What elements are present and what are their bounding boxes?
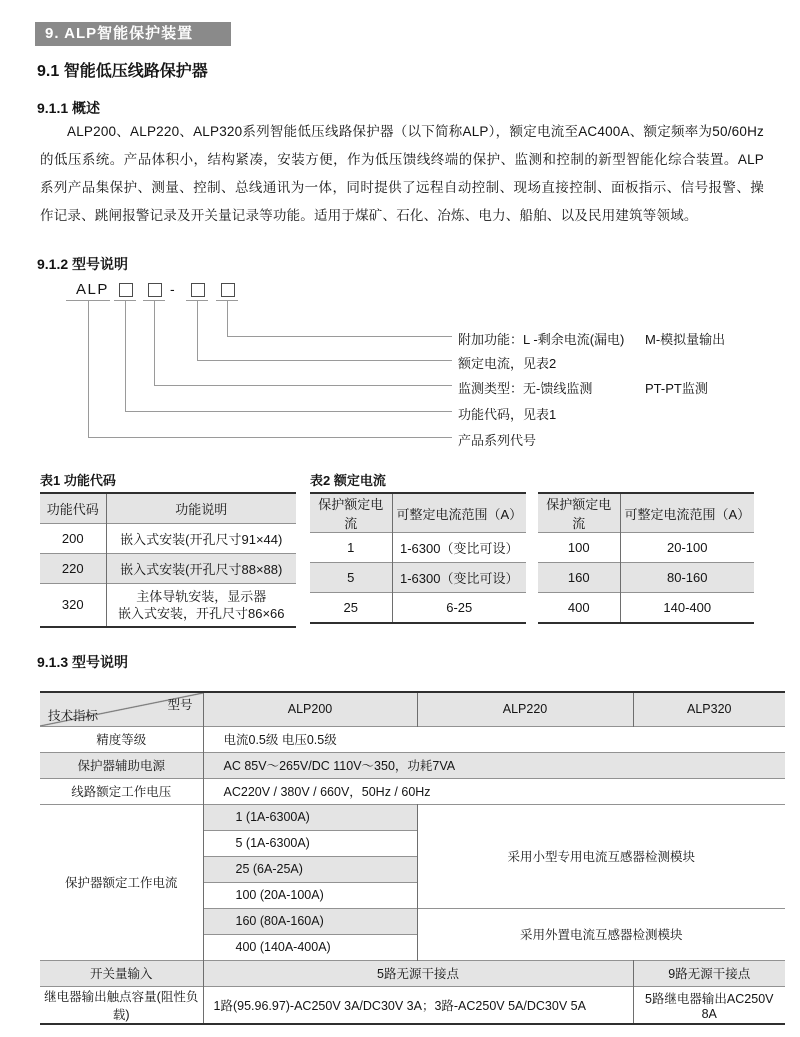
- specs-heading: 9.1.3 型号说明: [37, 654, 129, 670]
- row-rated-current-1: [40, 804, 785, 830]
- cell-desc-line1: 主体导轨安装，显示器: [136, 588, 267, 604]
- table2-left-row-2: [310, 563, 526, 593]
- header-rated: 保护额定电流: [538, 493, 620, 533]
- cell-range: 1-6300（变比可设）: [392, 563, 526, 593]
- header-alp320: ALP320: [633, 692, 785, 726]
- callout-vline-3: [154, 300, 155, 385]
- callout-hline-1: [227, 336, 452, 337]
- callout-vline-5: [88, 300, 89, 437]
- callout-text-2: PT-PT监测: [645, 381, 708, 396]
- row-label: 开关量输入: [40, 960, 203, 986]
- cell-range: 20-100: [620, 533, 754, 563]
- cell-rated: 160: [538, 563, 620, 593]
- callout-hline-5: [88, 437, 452, 438]
- corner-label-model: 型号: [167, 698, 193, 712]
- specs-header-row: [40, 692, 785, 726]
- model-digit-box-2: [148, 283, 162, 297]
- model-digit-box-1: [119, 283, 133, 297]
- cell-rated: 100: [538, 533, 620, 563]
- table1-row-220: [40, 553, 296, 583]
- header-range: 可整定电流范围（A）: [624, 506, 751, 522]
- row-label: 继电器输出触点容量(阻性负载): [40, 986, 203, 1024]
- table2-title: 表2 额定电流: [310, 473, 386, 488]
- model-code-diagram: [0, 278, 800, 450]
- module-small-ct: 采用小型专用电流互感器检测模块: [417, 804, 785, 908]
- model-digit-box-3: [191, 283, 205, 297]
- table2-right-row-2: [538, 563, 754, 593]
- row-relay-output: [40, 986, 785, 1024]
- callout-text-2: M-模拟量输出: [645, 332, 726, 347]
- row-label: 精度等级: [40, 726, 203, 752]
- header-alp200: ALP200: [203, 692, 417, 726]
- cell-range: 80-160: [620, 563, 754, 593]
- cell-code: 320: [40, 583, 106, 627]
- di-value-200-220: 5路无源干接点: [203, 960, 633, 986]
- callout-monitor-type: [458, 378, 800, 397]
- cell-desc: [106, 583, 296, 627]
- row-value: AC 85V～265V/DC 110V～350，功耗7VA: [203, 752, 785, 778]
- callout-text: 监测类型：无-馈线监测: [458, 381, 593, 396]
- table1-function-codes: [40, 492, 296, 628]
- callout-vline-4: [125, 300, 126, 411]
- cell-rated: 25: [310, 593, 392, 623]
- row-value: 电流0.5级 电压0.5级: [203, 726, 785, 752]
- table2-left-header-row: [310, 493, 526, 533]
- callout-text: 附加功能：L -剩余电流(漏电): [458, 332, 625, 347]
- di-value-320: 9路无源干接点: [633, 960, 785, 986]
- callout-vline-2: [197, 300, 198, 360]
- callout-text: 产品系列代号: [458, 433, 537, 448]
- cell-desc: 嵌入式安装(开孔尺寸88×88): [106, 553, 296, 583]
- cell-range: 140-400: [620, 593, 754, 623]
- row-accuracy: [40, 726, 785, 752]
- option-160: 160 (80A-160A): [203, 908, 417, 934]
- callout-rated-current: [458, 353, 800, 372]
- section-badge: 9. ALP智能保护装置: [35, 22, 231, 46]
- table2-left-row-3: [310, 593, 526, 623]
- callout-additional-function: [458, 329, 800, 348]
- callout-text: 功能代码，见表1: [458, 407, 557, 422]
- specs-table: [40, 691, 785, 1025]
- cell-range: 6-25: [392, 593, 526, 623]
- cell-range: 1-6300（变比可设）: [392, 533, 526, 563]
- header-rated: 保护额定电流: [310, 493, 392, 533]
- cell-rated: 400: [538, 593, 620, 623]
- callout-hline-3: [154, 385, 452, 386]
- table2-right-row-1: [538, 533, 754, 563]
- cell-desc: 嵌入式安装(开孔尺寸91×44): [106, 523, 296, 553]
- cell-code: 200: [40, 523, 106, 553]
- option-100: 100 (20A-100A): [203, 882, 417, 908]
- row-line-voltage: [40, 778, 785, 804]
- row-label: 保护器辅助电源: [40, 752, 203, 778]
- cell-code: 220: [40, 553, 106, 583]
- model-prefix: ALP: [76, 281, 109, 298]
- callout-vline-1: [227, 300, 228, 336]
- table1-row-320: [40, 583, 296, 627]
- table2-left-row-1: [310, 533, 526, 563]
- option-400: 400 (140A-400A): [203, 934, 417, 960]
- model-digit-box-4: [221, 283, 235, 297]
- overview-paragraph: ALP200、ALP220、ALP320系列智能低压线路保护器（以下简称ALP），额定电流至AC400A、额定频率为50/60Hz的低压系统。产品体积小，结构紧凑，安装方便，作为低压馈线终端的保护、监测和控制的新型智能化综合装置。ALP 系列产品集保护、测量、控制、总线通讯为一体，同时提供了远程自动控制、现场直接控制、面板指示、信号报警、操作记录、跳闸报警记录及开关量记录等功能。适用于煤矿、石化、冶炼、电力、船舶、以及民用建筑等领域。: [40, 124, 764, 223]
- option-1: 1 (1A-6300A): [203, 804, 417, 830]
- corner-cell: [40, 692, 203, 726]
- cell-rated: 1: [310, 533, 392, 563]
- relay-value-320: 5路继电器输出AC250V 8A: [633, 986, 785, 1024]
- row-label: 线路额定工作电压: [40, 778, 203, 804]
- header-range: 可整定电流范围（A）: [396, 506, 523, 522]
- table1-header-desc: 功能说明: [175, 501, 228, 517]
- table2-right: [538, 492, 754, 624]
- module-external-ct: 采用外置电流互感器检测模块: [417, 908, 785, 960]
- table1-title: 表1 功能代码: [40, 473, 116, 488]
- option-25: 25 (6A-25A): [203, 856, 417, 882]
- section-title: 9.1 智能低压线路保护器: [37, 63, 208, 80]
- model-dash: -: [170, 281, 175, 297]
- relay-value-200-220: 1路(95.96.97)-AC250V 3A/DC30V 3A；3路-AC250V 5A/DC30V 5A: [203, 986, 633, 1024]
- overview-heading: 9.1.1 概述: [37, 100, 101, 116]
- cell-desc-line2: 嵌入式安装，开孔尺寸86×66: [117, 605, 285, 621]
- corner-label-indicator: 技术指标: [48, 708, 99, 723]
- cell-rated: 5: [310, 563, 392, 593]
- table1-header-row: [40, 493, 296, 523]
- row-digital-input: [40, 960, 785, 986]
- header-alp220: ALP220: [417, 692, 633, 726]
- row-aux-power: [40, 752, 785, 778]
- callout-hline-2: [197, 360, 452, 361]
- callout-hline-4: [125, 411, 452, 412]
- row-label-rated-current: 保护器额定工作电流: [40, 804, 203, 960]
- callout-series-code: [458, 430, 800, 449]
- table1-row-200: [40, 523, 296, 553]
- table2-right-row-3: [538, 593, 754, 623]
- table2-left: [310, 492, 526, 624]
- option-5: 5 (1A-6300A): [203, 830, 417, 856]
- callout-text: 额定电流，见表2: [458, 356, 557, 371]
- model-heading: 9.1.2 型号说明: [37, 256, 129, 272]
- callout-function-code: [458, 404, 800, 423]
- table2-right-header-row: [538, 493, 754, 533]
- table1-header-code: 功能代码: [40, 493, 106, 523]
- row-value: AC220V / 380V / 660V，50Hz / 60Hz: [203, 778, 785, 804]
